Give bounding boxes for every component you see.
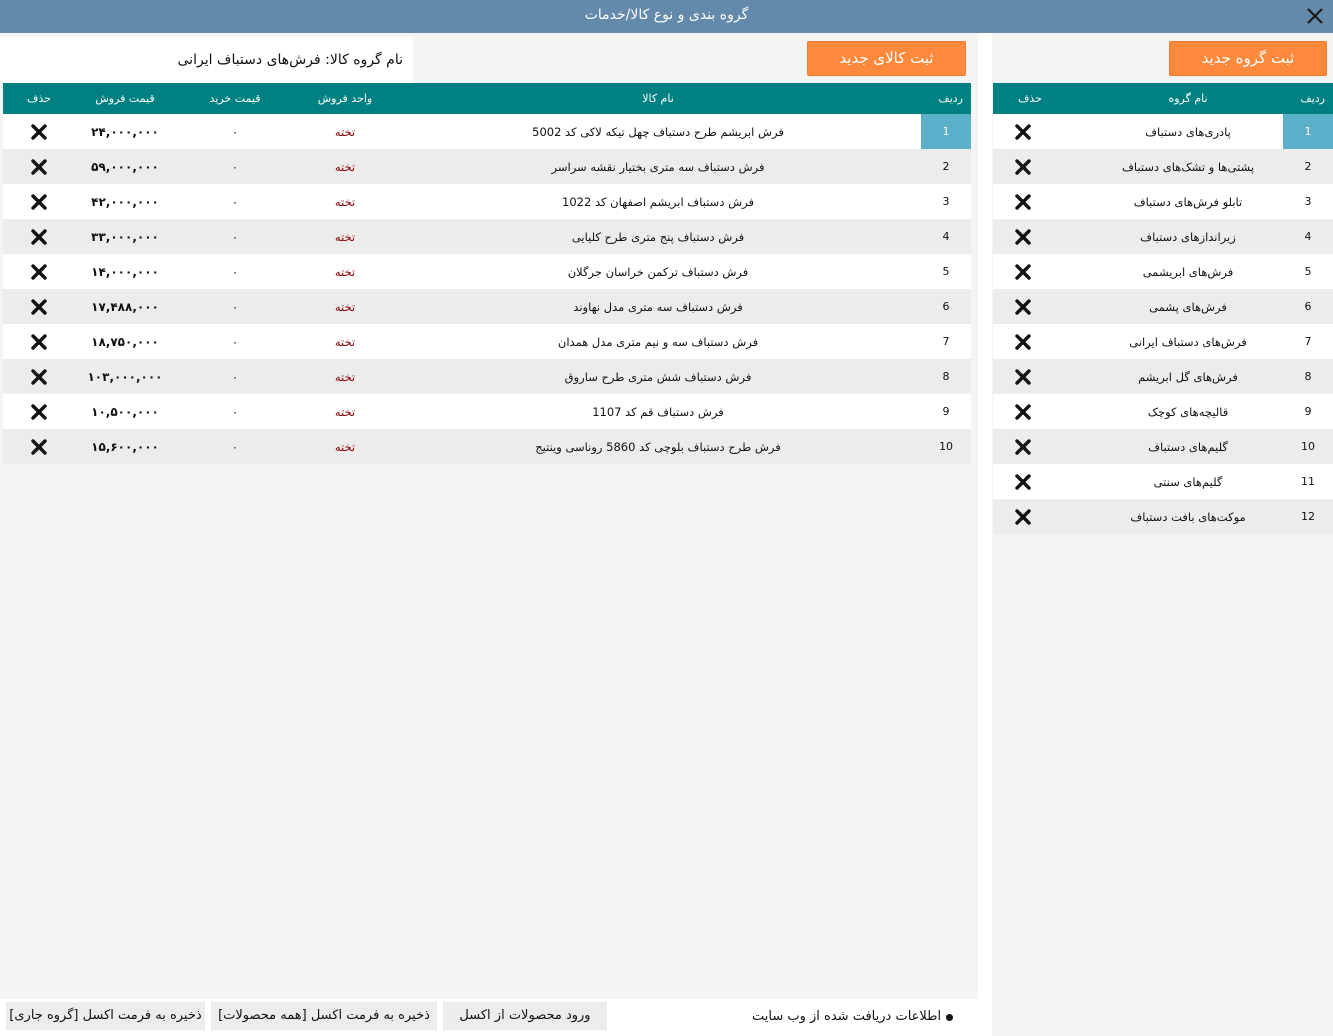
- table-row[interactable]: [993, 114, 1333, 149]
- delete-cell: [3, 219, 75, 254]
- products-table: [3, 83, 971, 464]
- product-sell-price: ۳۳,۰۰۰,۰۰۰: [75, 219, 175, 254]
- table-row[interactable]: [993, 289, 1333, 324]
- product-unit: تخته: [295, 324, 395, 359]
- header-unit: واحد فروش: [295, 83, 395, 114]
- group-name: زیراندازهای دستباف: [1093, 219, 1283, 254]
- table-row[interactable]: [993, 254, 1333, 289]
- delete-cell: [993, 149, 1093, 184]
- delete-cell: [993, 464, 1093, 499]
- product-buy-price: ۰: [175, 184, 295, 219]
- delete-icon[interactable]: [30, 124, 48, 140]
- product-name: فرش ابریشم طرح دستباف چهل تیکه لاکی کد 5002: [395, 114, 921, 149]
- product-buy-price: ۰: [175, 114, 295, 149]
- groups-table-header: [993, 83, 1333, 114]
- product-sell-price: ۱۰۳,۰۰۰,۰۰۰: [75, 359, 175, 394]
- product-sell-price: ۱۴,۰۰۰,۰۰۰: [75, 254, 175, 289]
- product-name: فرش دستباف پنج متری طرح کلیایی: [395, 219, 921, 254]
- table-row[interactable]: [3, 289, 971, 324]
- product-sell-price: ۵۹,۰۰۰,۰۰۰: [75, 149, 175, 184]
- product-sell-price: ۲۴,۰۰۰,۰۰۰: [75, 114, 175, 149]
- delete-icon[interactable]: [30, 369, 48, 385]
- group-name: فرش‌های گل ابریشم: [1093, 359, 1283, 394]
- delete-cell: [993, 114, 1093, 149]
- delete-icon[interactable]: [1014, 159, 1032, 175]
- delete-cell: [3, 394, 75, 429]
- table-row[interactable]: [993, 184, 1333, 219]
- table-row[interactable]: [993, 429, 1333, 464]
- product-name: فرش دستباف سه و نیم متری مدل همدان: [395, 324, 921, 359]
- row-number[interactable]: 7: [1283, 324, 1333, 359]
- delete-cell: [3, 254, 75, 289]
- delete-icon[interactable]: [1014, 474, 1032, 490]
- delete-icon[interactable]: [1014, 299, 1032, 315]
- row-number[interactable]: 5: [921, 254, 971, 289]
- delete-icon[interactable]: [1014, 439, 1032, 455]
- product-unit: تخته: [295, 149, 395, 184]
- delete-cell: [3, 114, 75, 149]
- product-unit: تخته: [295, 394, 395, 429]
- delete-cell: [993, 429, 1093, 464]
- product-sell-price: ۱۸,۷۵۰,۰۰۰: [75, 324, 175, 359]
- row-number[interactable]: 2: [1283, 149, 1333, 184]
- title-bar: [0, 0, 1333, 33]
- product-name: فرش دستباف سه متری بختیار نقشه سراسر: [395, 149, 921, 184]
- row-number[interactable]: 6: [921, 289, 971, 324]
- new-product-button[interactable]: ثبت کالای جدید: [807, 41, 966, 76]
- product-unit: تخته: [295, 429, 395, 464]
- row-number[interactable]: 6: [1283, 289, 1333, 324]
- product-buy-price: ۰: [175, 429, 295, 464]
- product-unit: تخته: [295, 219, 395, 254]
- header-group-name: نام گروه: [1093, 83, 1283, 114]
- groups-table: [993, 83, 1333, 534]
- group-name: فرش‌های پشمی: [1093, 289, 1283, 324]
- group-name-label: نام گروه کالا: فرش‌های دستباف ایرانی: [0, 37, 413, 83]
- product-unit: تخته: [295, 289, 395, 324]
- product-name: فرش دستباف سه متری مدل نهاوند: [395, 289, 921, 324]
- delete-icon[interactable]: [1014, 509, 1032, 525]
- header-row-num: ردیف: [1283, 83, 1333, 114]
- delete-icon[interactable]: [30, 194, 48, 210]
- product-buy-price: ۰: [175, 149, 295, 184]
- delete-icon[interactable]: [30, 264, 48, 280]
- row-number[interactable]: 1: [921, 114, 971, 149]
- row-number[interactable]: 10: [1283, 429, 1333, 464]
- table-row[interactable]: [993, 324, 1333, 359]
- table-row[interactable]: [3, 184, 971, 219]
- product-unit: تخته: [295, 254, 395, 289]
- export-all-products-button[interactable]: ذخیره به فرمت اکسل [همه محصولات]: [211, 1002, 437, 1030]
- product-name: فرش دستباف قم کد 1107: [395, 394, 921, 429]
- bottom-bar: [0, 999, 978, 1036]
- row-number[interactable]: 7: [921, 324, 971, 359]
- window-title: گروه بندی و نوع کالا/خدمات: [584, 7, 749, 23]
- product-buy-price: ۰: [175, 219, 295, 254]
- delete-cell: [3, 359, 75, 394]
- row-number[interactable]: 12: [1283, 499, 1333, 534]
- table-row[interactable]: [3, 394, 971, 429]
- delete-cell: [993, 324, 1093, 359]
- group-name: گلیم‌های دستباف: [1093, 429, 1283, 464]
- group-name: فرش‌های ابریشمی: [1093, 254, 1283, 289]
- row-number[interactable]: 8: [921, 359, 971, 394]
- delete-cell: [3, 289, 75, 324]
- product-sell-price: ۱۵,۶۰۰,۰۰۰: [75, 429, 175, 464]
- header-row-num: ردیف: [921, 83, 971, 114]
- delete-icon[interactable]: [30, 439, 48, 455]
- delete-icon[interactable]: [1014, 124, 1032, 140]
- table-row[interactable]: [3, 359, 971, 394]
- groups-panel: [992, 33, 1333, 1036]
- row-number[interactable]: 4: [921, 219, 971, 254]
- table-row[interactable]: [3, 219, 971, 254]
- row-number[interactable]: 2: [921, 149, 971, 184]
- delete-icon[interactable]: [30, 334, 48, 350]
- header-sell-price: قیمت فروش: [75, 83, 175, 114]
- product-name: فرش طرح دستباف بلوچی کد 5860 روناسی وینتیج: [395, 429, 921, 464]
- table-row[interactable]: [993, 394, 1333, 429]
- header-buy-price: قیمت خرید: [175, 83, 295, 114]
- delete-cell: [993, 289, 1093, 324]
- products-panel: [0, 33, 978, 1036]
- delete-cell: [3, 429, 75, 464]
- row-number[interactable]: 5: [1283, 254, 1333, 289]
- table-row[interactable]: [993, 149, 1333, 184]
- delete-cell: [3, 184, 75, 219]
- delete-cell: [993, 359, 1093, 394]
- product-sell-price: ۱۰,۵۰۰,۰۰۰: [75, 394, 175, 429]
- delete-cell: [993, 219, 1093, 254]
- product-name: فرش دستباف ابریشم اصفهان کد 1022: [395, 184, 921, 219]
- table-row[interactable]: [3, 429, 971, 464]
- delete-cell: [3, 324, 75, 359]
- product-buy-price: ۰: [175, 254, 295, 289]
- web-info-text: اطلاعات دریافت شده از وب سایت: [752, 1009, 942, 1024]
- product-buy-price: ۰: [175, 289, 295, 324]
- row-number[interactable]: 9: [921, 394, 971, 429]
- row-number[interactable]: 4: [1283, 219, 1333, 254]
- product-sell-price: ۱۷,۴۸۸,۰۰۰: [75, 289, 175, 324]
- delete-icon[interactable]: [1014, 334, 1032, 350]
- row-number[interactable]: 8: [1283, 359, 1333, 394]
- group-name: پادری‌های دستباف: [1093, 114, 1283, 149]
- delete-cell: [993, 184, 1093, 219]
- delete-cell: [993, 394, 1093, 429]
- delete-icon[interactable]: [1014, 264, 1032, 280]
- table-row[interactable]: [3, 149, 971, 184]
- product-unit: تخته: [295, 184, 395, 219]
- table-row[interactable]: [993, 359, 1333, 394]
- product-name: فرش دستباف ترکمن خراسان جرگلان: [395, 254, 921, 289]
- row-number[interactable]: 10: [921, 429, 971, 464]
- table-row[interactable]: [993, 219, 1333, 254]
- delete-cell: [3, 149, 75, 184]
- product-buy-price: ۰: [175, 359, 295, 394]
- products-table-header: [3, 83, 971, 114]
- product-unit: تخته: [295, 114, 395, 149]
- export-current-group-button[interactable]: ذخیره به فرمت اکسل [گروه جاری]: [6, 1002, 205, 1030]
- header-delete: حذف: [993, 83, 1093, 114]
- new-group-button[interactable]: ثبت گروه جدید: [1169, 41, 1327, 76]
- group-name: پشتی‌ها و تشک‌های دستباف: [1093, 149, 1283, 184]
- row-number[interactable]: 1: [1283, 114, 1333, 149]
- product-buy-price: ۰: [175, 324, 295, 359]
- header-delete: حذف: [3, 83, 75, 114]
- table-row[interactable]: [993, 464, 1333, 499]
- group-name: قالیچه‌های کوچک: [1093, 394, 1283, 429]
- group-name: فرش‌های دستباف ایرانی: [1093, 324, 1283, 359]
- delete-cell: [993, 499, 1093, 534]
- group-name: گلیم‌های سنتی: [1093, 464, 1283, 499]
- delete-icon[interactable]: [30, 404, 48, 420]
- table-row[interactable]: [3, 254, 971, 289]
- delete-icon[interactable]: [1014, 194, 1032, 210]
- row-number[interactable]: 9: [1283, 394, 1333, 429]
- header-product-name: نام کالا: [395, 83, 921, 114]
- delete-icon[interactable]: [1014, 369, 1032, 385]
- table-row[interactable]: [3, 114, 971, 149]
- product-name: فرش دستباف شش متری طرح ساروق: [395, 359, 921, 394]
- row-number[interactable]: 3: [921, 184, 971, 219]
- import-from-excel-button[interactable]: ورود محصولات از اکسل: [443, 1002, 607, 1030]
- product-sell-price: ۴۲,۰۰۰,۰۰۰: [75, 184, 175, 219]
- close-icon[interactable]: [1303, 4, 1327, 28]
- delete-icon[interactable]: [30, 299, 48, 315]
- delete-cell: [993, 254, 1093, 289]
- table-row[interactable]: [993, 499, 1333, 534]
- table-row[interactable]: [3, 324, 971, 359]
- group-name: موکت‌های بافت دستباف: [1093, 499, 1283, 534]
- product-unit: تخته: [295, 359, 395, 394]
- row-number[interactable]: 3: [1283, 184, 1333, 219]
- group-name: تابلو فرش‌های دستباف: [1093, 184, 1283, 219]
- bullet-icon: [946, 1014, 953, 1021]
- delete-icon[interactable]: [1014, 229, 1032, 245]
- delete-icon[interactable]: [30, 229, 48, 245]
- delete-icon[interactable]: [1014, 404, 1032, 420]
- product-buy-price: ۰: [175, 394, 295, 429]
- row-number[interactable]: 11: [1283, 464, 1333, 499]
- delete-icon[interactable]: [30, 159, 48, 175]
